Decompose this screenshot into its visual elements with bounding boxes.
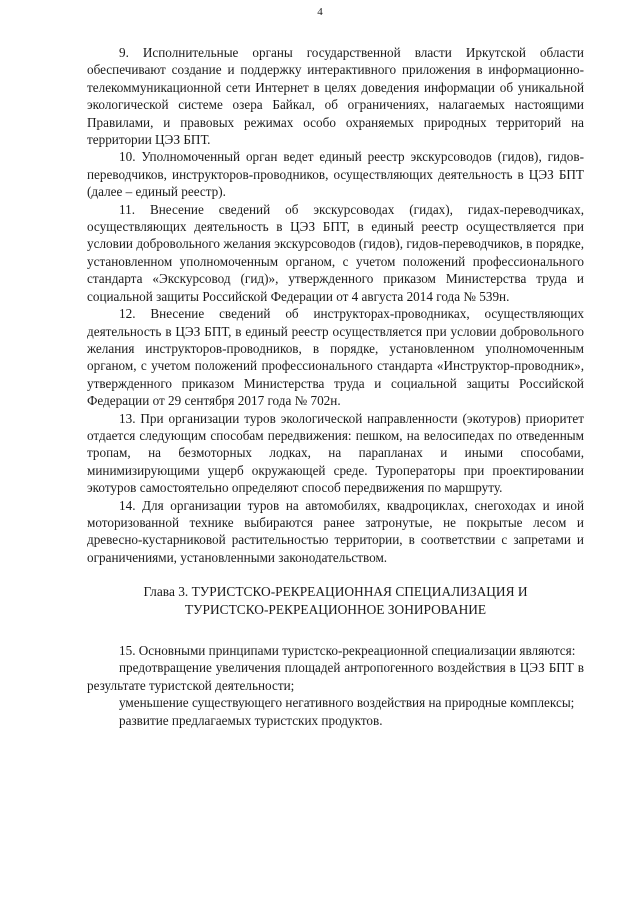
principle-item: уменьшение существующего негативного воздействия на природные комплексы; (119, 695, 575, 711)
paragraph-10: 10. Уполномоченный орган ведет единый реестр экскурсоводов (гидов), гидов-переводчиков, инструкторов-проводников, осуществляющих деятельность в ЦЭЗ БПТ (далее – единый реестр). (87, 149, 584, 200)
page-number: 4 (317, 6, 323, 18)
chapter-heading-line-2: ТУРИСТСКО-РЕКРЕАЦИОННОЕ ЗОНИРОВАНИЕ (184, 601, 487, 617)
paragraph-15: 15. Основными принципами туристско-рекреационной специализации являются: (119, 643, 576, 658)
chapter-heading (87, 583, 584, 618)
paragraph-11: 11. Внесение сведений об экскурсоводах (гидах), гидах-переводчиках, осуществляющих деятельность в ЦЭЗ БПТ, в единый реестр осуществляется при условии добровольного желания экскурсоводов (гидов), гидов-переводчиков, в порядке, установленном уполномоченным органом, с учетом положений профессионального стандарта «Экскурсовод (гид)», утвержденного приказом Министерства труда и социальной защиты Российской Федерации от 4 августа 2014 года № 539н. (87, 201, 584, 304)
paragraph-13: 13. При организации туров экологической направленности (экотуров) приоритет отдается следующим способам передвижения: пешком, на велосипедах по отведенным тропам, на безмоторных лодках, на парапланах и иными способами, минимизирующими ущерб окружающей среде. Туроператоры при проектировании экотуров самостоятельно определяют способ передвижения по маршруту. (87, 410, 584, 496)
document-body (87, 44, 584, 729)
paragraph-12: 12. Внесение сведений об инструкторах-проводниках, осуществляющих деятельность в ЦЭЗ БПТ, в единый реестр осуществляется при условии добровольного желания инструкторов-проводников, в порядке, установленном уполномоченным органом, с учетом положений профессионального стандарта «Инструктор-проводник», утвержденного приказом Министерства труда и социальной защиты Российской Федерации от 29 сентября 2017 года № 702н. (87, 306, 584, 409)
principle-item: предотвращение увеличения площадей антропогенного воздействия в ЦЭЗ БПТ в результате туристской деятельности; (87, 660, 584, 693)
principle-item: развитие предлагаемых туристских продуктов. (119, 712, 383, 728)
paragraph-14: 14. Для организации туров на автомобилях, квадроциклах, снегоходах и иной моторизованной технике выбираются ранее затронутые, не покрытые лесом и древесно-кустарниковой растительностью территории, в соответствии с запретами и ограничениями, установленными законодательством. (87, 497, 584, 565)
paragraph-9: 9. Исполнительные органы государственной власти Иркутской области обеспечивают создание и поддержку интерактивного приложения в информационно-телекоммуникационной сети Интернет в целях доведения информации об уникальной экологической системе озера Байкал, об ограничениях, налагаемых настоящими Правилами, и правовых режимах особо охраняемых природных территорий на территории ЦЭЗ БПТ. (87, 45, 584, 148)
chapter-heading-line-1: Глава 3. ТУРИСТСКО-РЕКРЕАЦИОННАЯ СПЕЦИАЛИЗАЦИЯ И (143, 584, 528, 600)
